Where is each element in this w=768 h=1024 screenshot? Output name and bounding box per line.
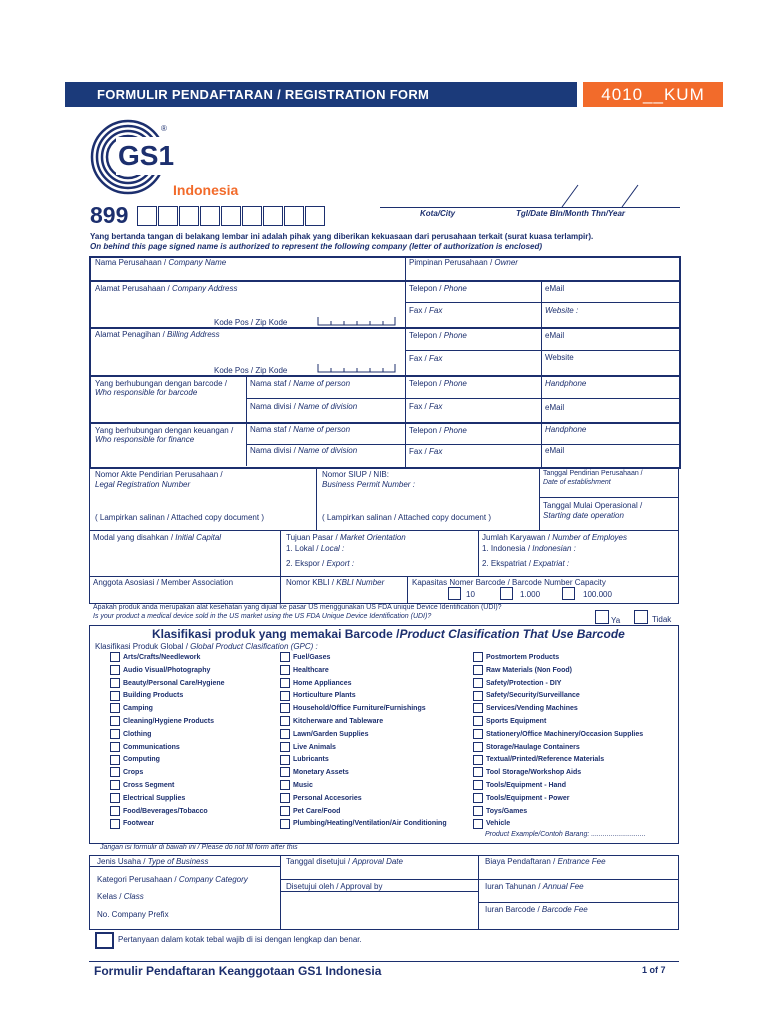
gpc-item[interactable] [280, 754, 447, 767]
gpc-checkbox[interactable] [280, 819, 290, 829]
gpc-item[interactable] [110, 818, 225, 831]
udi-no: Tidak [652, 615, 672, 624]
fax-label: Fax / Fax [409, 306, 443, 315]
capital-label: Modal yang disahkan / Initial Capital [93, 533, 222, 542]
gpc-item-label: Electrical Supplies [123, 794, 186, 802]
gpc-item[interactable] [280, 716, 447, 729]
gpc-item[interactable] [280, 742, 447, 755]
logo-country: Indonesia [173, 182, 239, 198]
office-note: Jangan isi formulir di bawah ini / Please do not fill form after this [100, 844, 298, 851]
gpc-item-label: Safety/Security/Surveillance [486, 692, 580, 700]
gpc-checkbox[interactable] [280, 678, 290, 688]
capacity-1000-checkbox[interactable] [500, 587, 513, 600]
gs1-logo-text: GS1 [118, 140, 175, 171]
gpc-item-label: Lubricants [293, 756, 329, 764]
gpc-checkbox[interactable] [110, 691, 120, 701]
gpc-item[interactable] [110, 729, 225, 742]
gpc-item[interactable] [110, 665, 225, 678]
gpc-checkbox[interactable] [280, 716, 290, 726]
company-category-label: Kategori Perusahaan / Company Category [97, 875, 248, 884]
gpc-item[interactable] [110, 716, 225, 729]
gpc-item[interactable] [280, 729, 447, 742]
gpc-column-2 [280, 652, 447, 831]
gpc-item[interactable] [473, 690, 643, 703]
gpc-checkbox[interactable] [110, 780, 120, 790]
kbli-label: Nomor KBLI / KBLI Number [286, 578, 385, 587]
gpc-item-label: Storage/Haulage Containers [486, 743, 580, 751]
phone-label-2: Telepon / Phone [409, 331, 467, 340]
gpc-item[interactable] [473, 703, 643, 716]
gpc-item-label: Plumbing/Heating/Ventilation/Air Conditioning [293, 820, 447, 828]
gpc-item[interactable] [473, 754, 643, 767]
barcode-division-label: Nama divisi / Name of division [250, 402, 358, 411]
barcode-contact-title: Yang berhubungan dengan barcode / Who responsible for barcode [95, 379, 227, 397]
gpc-checkbox[interactable] [110, 716, 120, 726]
gpc-item[interactable] [110, 652, 225, 665]
gpc-item[interactable] [280, 793, 447, 806]
gpc-item-label: Clothing [123, 730, 152, 738]
capacity-10: 10 [466, 590, 475, 599]
gpc-item[interactable] [110, 767, 225, 780]
deed-label: Nomor Akte Pendirian Perusahaan / Legal Registration Number [95, 470, 223, 489]
gpc-item[interactable] [110, 742, 225, 755]
entrance-fee-label: Biaya Pendaftaran / Entrance Fee [485, 857, 606, 866]
gpc-checkbox[interactable] [280, 793, 290, 803]
finance-division-label: Nama divisi / Name of division [250, 446, 358, 455]
gpc-item[interactable] [110, 678, 225, 691]
gpc-item-label: Lawn/Garden Supplies [293, 730, 369, 738]
gpc-item-label: Live Animals [293, 743, 336, 751]
gpc-checkbox[interactable] [473, 793, 483, 803]
gpc-item-label: Postmortem Products [486, 654, 560, 661]
gpc-checkbox[interactable] [110, 793, 120, 803]
gpc-checkbox[interactable] [280, 806, 290, 816]
gpc-item-label: Textual/Printed/Reference Materials [486, 756, 605, 764]
gpc-item-label: Raw Materials (Non Food) [486, 666, 572, 674]
gpc-checkbox[interactable] [280, 767, 290, 777]
zip-label-2: Kode Pos / Zip Kode [214, 366, 288, 375]
gpc-checkbox[interactable] [473, 755, 483, 765]
gpc-checkbox[interactable] [473, 678, 483, 688]
gpc-item[interactable] [473, 678, 643, 691]
gpc-checkbox[interactable] [473, 806, 483, 816]
udi-no-checkbox[interactable] [634, 610, 648, 624]
attach-note-2: ( Lampirkan salinan / Attached copy document ) [322, 513, 491, 522]
approval-date-label: Tanggal disetujui / Approval Date [286, 857, 403, 866]
gpc-item[interactable] [110, 793, 225, 806]
gpc-checkbox[interactable] [473, 780, 483, 790]
gpc-item-label: Computing [123, 756, 160, 764]
udi-yes-checkbox[interactable] [595, 610, 609, 624]
gpc-checkbox[interactable] [473, 767, 483, 777]
annual-fee-label: Iuran Tahunan / Annual Fee [485, 882, 584, 891]
website-label-2: Website [545, 353, 574, 362]
city-label: Kota/City [420, 209, 456, 218]
gpc-column-1 [110, 652, 225, 831]
gpc-item-label: Food/Beverages/Tobacco [123, 807, 208, 815]
gpc-item[interactable] [280, 818, 447, 831]
gpc-item[interactable] [110, 806, 225, 819]
barcode-email-label: eMail [545, 403, 565, 412]
gpc-item-label: Cleaning/Hygiene Products [123, 717, 215, 725]
gpc-item[interactable] [280, 780, 447, 793]
udi-yes: Ya [611, 616, 621, 625]
gpc-checkbox[interactable] [110, 665, 120, 675]
gpc-checkbox[interactable] [110, 678, 120, 688]
gpc-checkbox[interactable] [110, 652, 120, 662]
gpc-item-label: Stationery/Office Machinery/Occasion Supplies [486, 730, 644, 738]
gpc-item-label: Services/Vending Machines [486, 705, 578, 713]
gpc-item[interactable] [280, 767, 447, 780]
mandatory-legend-box [95, 932, 114, 949]
employees-label: Jumlah Karyawan / Number of Employes [482, 533, 627, 542]
form-title: FORMULIR PENDAFTARAN / REGISTRATION FORM [97, 87, 430, 102]
gpc-item-label: Communications [123, 743, 180, 751]
registered-mark: ® [161, 124, 167, 133]
gpc-checkbox[interactable] [110, 819, 120, 829]
approved-by-label: Disetujui oleh / Approval by [286, 882, 383, 891]
phone-label: Telepon / Phone [409, 284, 467, 293]
zip-boxes-1[interactable] [317, 317, 397, 326]
gpc-checkbox[interactable] [110, 767, 120, 777]
intro-en: On behind this page signed name is authorized to represent the following company (letter of authorization is enclosed) [90, 242, 543, 251]
gpc-checkbox[interactable] [110, 729, 120, 739]
employees-expat: 2. Ekspatriat / Expatriat : [482, 559, 570, 568]
finance-staff-label: Nama staf / Name of person [250, 425, 351, 434]
gpc-checkbox[interactable] [280, 729, 290, 739]
gpc-item-label: Sports Equipment [486, 717, 547, 725]
gpc-item-label: Home Appliances [293, 679, 352, 687]
gpc-item-label: Crops [123, 769, 144, 777]
date-slashes [560, 183, 650, 209]
gpc-item-label: Household/Office Furniture/Furnishings [293, 705, 426, 713]
gpc-item[interactable] [473, 742, 643, 755]
market-export: 2. Ekspor / Export : [286, 559, 355, 568]
gpc-item[interactable] [473, 793, 643, 806]
footer-title: Formulir Pendaftaran Keanggotaan GS1 Indonesia [94, 964, 382, 978]
capacity-1000: 1.000 [520, 590, 541, 599]
udi-question: Apakah produk anda merupakan alat kesehatan yang dijual ke pasar US menggunakan US FDA unique Device Identification (UDI)? [93, 604, 502, 611]
mandatory-note: Pertanyaan dalam kotak tebal wajib di isi dengan lengkap dan benar. [118, 935, 362, 944]
email-label: eMail [545, 284, 565, 293]
gpc-item[interactable] [280, 806, 447, 819]
gpc-checkbox[interactable] [280, 652, 290, 662]
gpc-checkbox[interactable] [473, 652, 483, 662]
gpc-item[interactable] [473, 767, 643, 780]
intro-id: Yang bertanda tangan di belakang lembar ini adalah pihak yang diberikan kekuasaan dari perusahaan terkait (surat kuasa terlampir). [90, 232, 594, 241]
gpc-checkbox[interactable] [473, 742, 483, 752]
finance-contact-title: Yang berhubungan dengan keuangan / Who responsible for finance [95, 426, 234, 444]
gpc-item-label: Horticulture Plants [293, 692, 356, 700]
gpc-item-label: Pet Care/Food [293, 807, 341, 815]
gpc-checkbox[interactable] [473, 819, 483, 829]
zip-boxes-2[interactable] [317, 364, 397, 373]
gpc-item-label: Beauty/Personal Care/Hygiene [123, 679, 225, 687]
gpc-item[interactable] [110, 780, 225, 793]
gpc-item-label: Camping [123, 705, 153, 713]
gpc-checkbox[interactable] [473, 716, 483, 726]
prefix-boxes[interactable] [137, 206, 326, 226]
gpc-checkbox[interactable] [110, 806, 120, 816]
form-code: 4010__KUM [583, 82, 723, 107]
establishment-label: Tanggal Pendirian Perusahaan / Date of establishment [543, 470, 643, 486]
gpc-item-label: Arts/Crafts/Needlework [123, 654, 201, 661]
gpc-item-label: Toys/Games [486, 807, 528, 815]
gpc-item-label: Fuel/Gases [293, 654, 331, 661]
barcode-phone-label: Telepon / Phone [409, 379, 467, 388]
finance-handphone-label: Handphone [545, 425, 587, 434]
gpc-item[interactable] [280, 665, 447, 678]
gpc-item-label: Monetary Assets [293, 769, 349, 777]
gpc-item-label: Healthcare [293, 666, 329, 674]
gpc-label: Klasifikasi Produk Global / Global Product Clasification (GPC) : [95, 642, 318, 651]
gpc-item-label: Vehicle [486, 820, 511, 828]
barcode-fax-label: Fax / Fax [409, 402, 443, 411]
gpc-column-3 [473, 652, 643, 831]
gpc-item-label: Tools/Equipment - Hand [486, 781, 566, 789]
gpc-item[interactable] [473, 716, 643, 729]
gpc-checkbox[interactable] [473, 665, 483, 675]
gpc-item-label: Cross Segment [123, 781, 175, 789]
gpc-checkbox[interactable] [473, 691, 483, 701]
company-prefix-label: No. Company Prefix [97, 910, 169, 919]
gpc-item[interactable] [473, 806, 643, 819]
product-example: Product Example/Contoh Barang: ............................ [485, 831, 646, 838]
gpc-checkbox[interactable] [280, 703, 290, 713]
gpc-item[interactable] [110, 754, 225, 767]
gpc-item[interactable] [473, 652, 643, 665]
gpc-item[interactable] [280, 703, 447, 716]
gpc-item[interactable] [473, 780, 643, 793]
capacity-10-checkbox[interactable] [448, 587, 461, 600]
gpc-item-label: Safety/Protection - DIY [486, 679, 562, 687]
billing-address-label: Alamat Penagihan / Billing Address [95, 330, 220, 339]
finance-email-label: eMail [545, 446, 565, 455]
company-name-label: Nama Perusahaan / Company Name [95, 258, 227, 267]
gpc-checkbox[interactable] [473, 729, 483, 739]
gpc-item-label: Personal Accesories [293, 794, 362, 802]
gpc-item[interactable] [280, 690, 447, 703]
gpc-item-label: Kitcherware and Tableware [293, 717, 384, 725]
capacity-label: Kapasitas Nomer Barcode / Barcode Number Capacity [412, 578, 606, 587]
barcode-fee-label: Iuran Barcode / Barcode Fee [485, 905, 588, 914]
association-label: Anggota Asosiasi / Member Association [93, 578, 234, 587]
udi-question-en: Is your product a medical device sold in the US market using the US FDA Unique Device Identification (UDI)? [93, 613, 432, 620]
market-local: 1. Lokal / Local : [286, 544, 345, 553]
gpc-item-label: Building Products [123, 692, 184, 700]
siup-label: Nomor SIUP / NIB: Business Permit Number : [322, 470, 415, 489]
capacity-100000: 100.000 [583, 590, 612, 599]
gpc-checkbox[interactable] [473, 703, 483, 713]
fax-label-2: Fax / Fax [409, 354, 443, 363]
market-label: Tujuan Pasar / Market Orientation [286, 533, 406, 542]
gpc-checkbox[interactable] [110, 742, 120, 752]
gpc-item[interactable] [473, 818, 643, 831]
gpc-checkbox[interactable] [110, 703, 120, 713]
email-label-2: eMail [545, 331, 565, 340]
gpc-item[interactable] [280, 652, 447, 665]
gpc-checkbox[interactable] [110, 755, 120, 765]
gpc-checkbox[interactable] [280, 780, 290, 790]
date-label: Tgl/Date Bln/Month Thn/Year [516, 209, 626, 218]
barcode-staff-label: Nama staf / Name of person [250, 379, 351, 388]
attach-note-1: ( Lampirkan salinan / Attached copy document ) [95, 513, 264, 522]
page-number: 1 of 7 [642, 965, 666, 975]
class-label: Kelas / Class [97, 892, 144, 901]
website-label: Website : [545, 306, 579, 315]
operation-label: Tanggal Mulai Operasional / Starting date operation [543, 501, 643, 520]
gpc-item[interactable] [110, 690, 225, 703]
prefix-code: 899 [90, 202, 129, 228]
gpc-checkbox[interactable] [280, 665, 290, 675]
gpc-item[interactable] [110, 703, 225, 716]
gpc-checkbox[interactable] [280, 755, 290, 765]
gpc-item-label: Music [293, 781, 313, 789]
company-address-label: Alamat Perusahaan / Company Address [95, 284, 238, 293]
zip-label-1: Kode Pos / Zip Kode [214, 318, 288, 327]
gpc-item[interactable] [473, 729, 643, 742]
gpc-item-label: Tools/Equipment - Power [486, 794, 570, 802]
finance-fax-label: Fax / Fax [409, 447, 443, 456]
gpc-item[interactable] [280, 678, 447, 691]
gpc-checkbox[interactable] [280, 742, 290, 752]
barcode-handphone-label: Handphone [545, 379, 587, 388]
gpc-item-label: Tool Storage/Workshop Aids [486, 769, 582, 777]
employees-indo: 1. Indonesia / Indonesian : [482, 544, 576, 553]
business-type-label: Jenis Usaha / Type of Business [97, 857, 209, 866]
gpc-item[interactable] [473, 665, 643, 678]
gpc-item-label: Footwear [123, 820, 155, 828]
capacity-100000-checkbox[interactable] [562, 587, 575, 600]
finance-phone-label: Telepon / Phone [409, 426, 467, 435]
classification-title: Klasifikasi produk yang memakai Barcode /Product Clasification That Use Barcode [152, 627, 625, 641]
owner-label: Pimpinan Perusahaan / Owner [409, 258, 518, 267]
gpc-checkbox[interactable] [280, 691, 290, 701]
gpc-item-label: Audio Visual/Photography [123, 666, 211, 674]
